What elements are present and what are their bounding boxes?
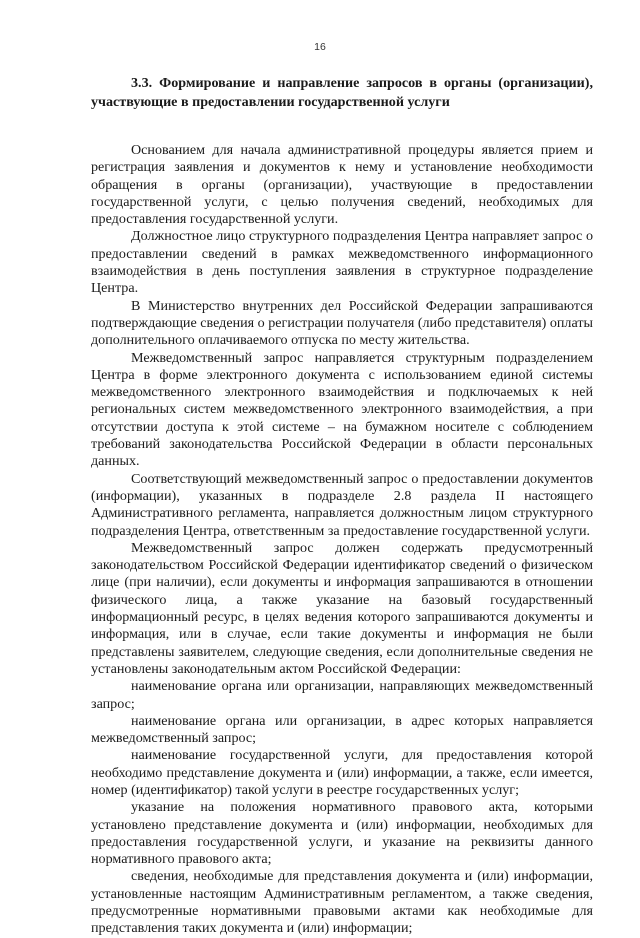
paragraph-list: [91, 142, 593, 938]
list-item-sender-name: наименование органа или организации, направляющих межведомственный запрос;: [91, 678, 593, 712]
paragraph-mvd: В Министерство внутренних дел Российской Федерации запрашиваются подтверждающие сведения о регистрации получателя (либо представителя) оплаты дополнительного оплачиваемого отпуска по месту жительства.: [91, 297, 593, 349]
section-heading: 3.3. Формирование и направление запросов в органы (организации), участвующие в предоставлении государственной услуги: [91, 75, 593, 110]
paragraph-official-request: Должностное лицо структурного подразделения Центра направляет запрос о предоставлении сведений в рамках межведомственного информационного взаимодействия в день поступления заявления в структурное подразделение Центра.: [91, 228, 593, 297]
paragraph-documents-request: Соответствующий межведомственный запрос о предоставлении документов (информации), указанных в подразделе 2.8 раздела II настоящего Административного регламента, направляется должностным лицом структурного подразделения Центра, ответственным за предоставление государственной услуги.: [91, 470, 593, 539]
paragraph-electronic-request: Межведомственный запрос направляется структурным подразделением Центра в форме электронного документа с использованием единой системы межведомственного электронного взаимодействия и подключаемых к ней региональных систем межведомственного электронного взаимодействия, а при отсутствии доступа к этой системе – на бумажном носителе с соблюдением требований законодательства Российской Федерации в области персональных данных.: [91, 349, 593, 470]
list-item-legal-act: указание на положения нормативного правового акта, которыми установлено представление документа и (или) информации, необходимых для предоставления государственной услуги, и указание на реквизиты данного нормативного правового акта;: [91, 799, 593, 868]
paragraph-basis: Основанием для начала административной процедуры является прием и регистрация заявления и документов к нему и установление необходимости обращения в органы (организации), участвующие в предоставлении государственной услуги, с целью получения сведений, необходимых для предоставления государственной услуги.: [91, 142, 593, 228]
page-number: 16: [314, 41, 326, 53]
document-body: [91, 74, 593, 938]
list-item-recipient-name: наименование органа или организации, в адрес которых направляется межведомственный запрос;: [91, 712, 593, 747]
list-item-service-name: наименование государственной услуги, для предоставления которой необходимо представление документа и (или) информации, а также, если имеется, номер (идентификатор) такой услуги в реестре государственных услуг;: [91, 747, 593, 798]
list-item-required-info: сведения, необходимые для представления документа и (или) информации, установленные настоящим Административным регламентом, а также сведения, предусмотренные нормативными правовыми актами как необходимые для представления таких документа и (или) информации;: [91, 868, 593, 937]
paragraph-request-contents: Межведомственный запрос должен содержать предусмотренный законодательством Российской Федерации идентификатор сведений о физическом лице (при наличии), если документы и информация запрашиваются в отношении физического лица, а также указание на базовый государственный информационный ресурс, в целях ведения которого запрашиваются документы и информация, или в случае, если такие документы и информация не были представлены заявителем, следующие сведения, если дополнительные сведения не установлены законодательным актом Российской Федерации:: [91, 539, 593, 677]
